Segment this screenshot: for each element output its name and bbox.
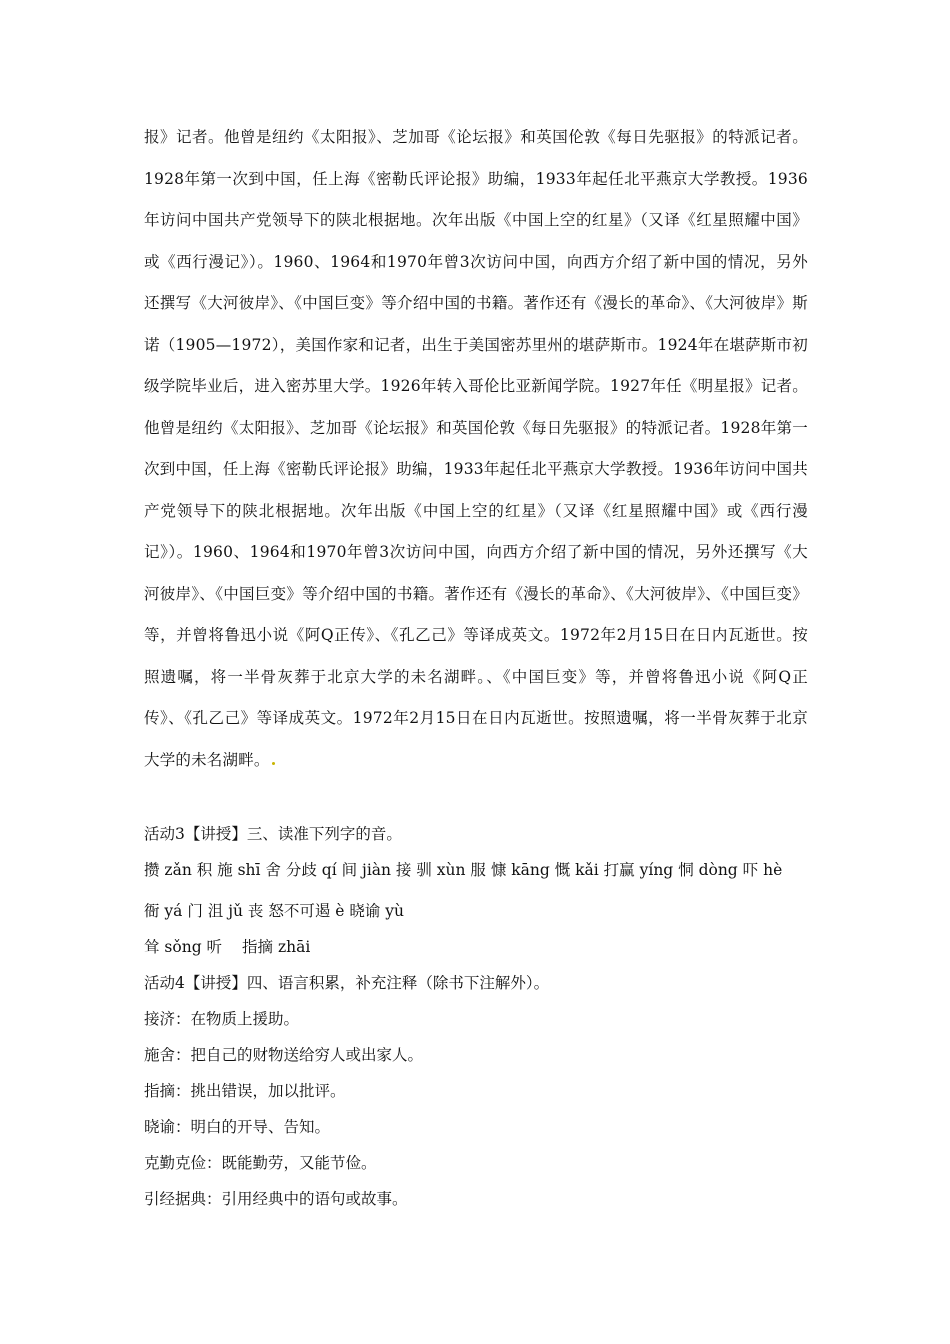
pinyin-line-3 — [144, 937, 824, 957]
pinyin-line-1: 攒 zǎn 积 施 shī 舍 分歧 qí 间 jiàn 接 驯 xùn 服 慷 kāng 慨 kǎi 打赢 yíng 恫 dòng 吓 hè — [144, 861, 783, 879]
pinyin-line-2: 衙 yá 门 沮 jǔ 丧 怒不可遏 è 晓谕 yù — [144, 902, 405, 920]
biography-text: 报》记者。他曾是纽约《太阳报》、芝加哥《论坛报》和英国伦敦《每日先驱报》的特派记者。1928年第一次到中国，任上海《密勒氏评论报》助编，1933年起任北平燕京大学教授。1936年访问中国共产党领导下的陕北根据地。次年出版《中国上空的红星》（又译《红星照耀中国》或《西行漫记》）。1960、1964和1970年曾3次访问中国，向西方介绍了新中国的情况，另外还撰写《大河彼岸》、《中国巨变》等介绍中国的书籍。著作还有《漫长的革命》、《大河彼岸》斯诺（1905—1972），美国作家和记者，出生于美国密苏里州的堪萨斯市。1924年在堪萨斯市初级学院毕业后，进入密苏里大学。1926年转入哥伦比亚新闻学院。1927年任《明星报》记者。他曾是纽约《太阳报》、芝加哥《论坛报》和英国伦敦《每日先驱报》的特派记者。1928年第一次到中国，任上海《密勒氏评论报》助编，1933年起任北平燕京大学教授。1936年访问中国共产党领导下的陕北根据地。次年出版《中国上空的红星》（又译《红星照耀中国》或《西行漫记》）。1960、1964和1970年曾3次访问中国，向西方介绍了新中国的情况，另外还撰写《大河彼岸》、《中国巨变》等介绍中国的书籍。著作还有《漫长的革命》、《大河彼岸》、《中国巨变》等，并曾将鲁迅小说《阿Q正传》、《孔乙己》等译成英文。1972年2月15日在日内瓦逝世。按照遗嘱，将一半骨灰葬于北京大学的未名湖畔。、《中国巨变》等，并曾将鲁迅小说《阿Q正传》、《孔乙己》等译成英文。1972年2月15日在日内瓦逝世。按照遗嘱，将一半骨灰葬于北京大学的未名湖畔。 — [144, 128, 808, 769]
pinyin-item-songting: 耸 sǒng 听 — [144, 938, 223, 956]
pinyin-item-zhizhai: 指摘 zhāi — [242, 938, 311, 956]
annotation-item: 施舍：把自己的财物送给穷人或出家人。 — [144, 1046, 424, 1064]
activity4-heading: 活动4【讲授】四、语言积累，补充注释（除书下注解外）。 — [144, 974, 550, 992]
annotation-item: 克勤克俭：既能勤劳，又能节俭。 — [144, 1154, 377, 1172]
annotation-item: 接济：在物质上援助。 — [144, 1010, 300, 1028]
annotation-item: 引经据典：引用经典中的语句或故事。 — [144, 1190, 408, 1208]
biography-paragraph — [144, 117, 808, 781]
annotation-item: 晓谕：明白的开导、告知。 — [144, 1118, 331, 1136]
marker-dot — [272, 762, 275, 765]
annotation-item: 指摘：挑出错误，加以批评。 — [144, 1082, 346, 1100]
activity3-heading: 活动3【讲授】三、读准下列字的音。 — [144, 825, 402, 843]
